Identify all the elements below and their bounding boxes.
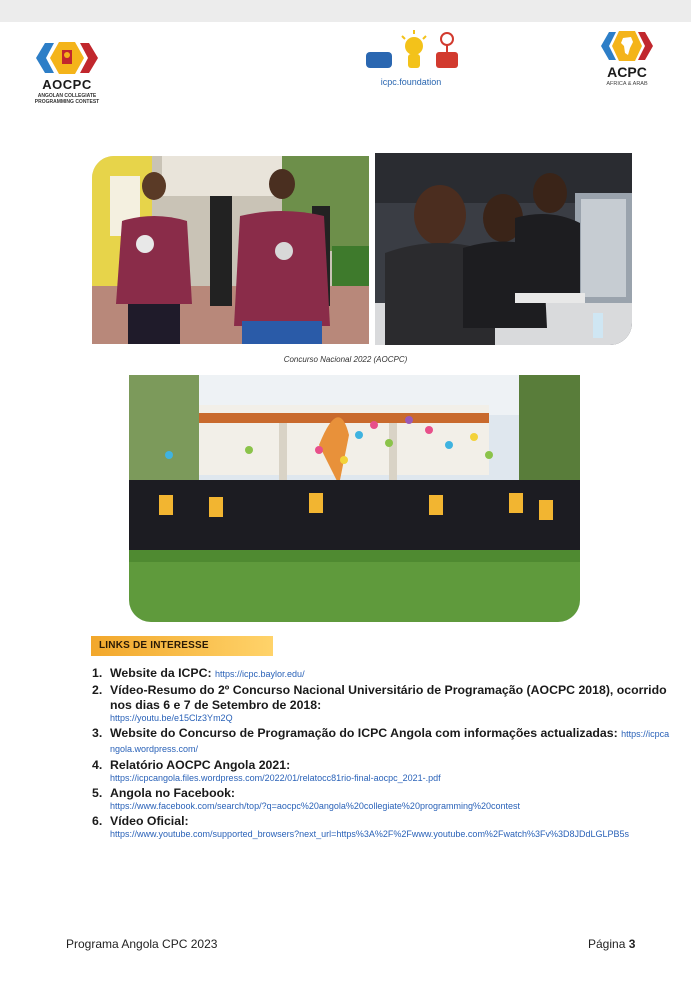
aocpc-logo	[28, 38, 106, 108]
link-label: Vídeo-Resumo do 2º Concurso Nacional Universitário de Programação (AOCPC 2018), ocorrido nos dias 6 e 7 de Setembro de 2018:	[110, 683, 667, 712]
photo-contestants-with-medals	[92, 156, 369, 344]
link-label: Vídeo Oficial:	[110, 814, 189, 828]
icpc-foundation-icon	[362, 28, 462, 74]
links-section-heading: LINKS DE INTERESSE	[91, 636, 273, 656]
photo-contestants-at-computers	[375, 153, 632, 345]
photo-caption: Concurso Nacional 2022 (AOCPC)	[283, 355, 408, 364]
aocpc-logo-name: AOCPC	[42, 77, 92, 92]
link-label: Website da ICPC:	[110, 666, 212, 680]
footer-title: Programa Angola CPC 2023	[66, 937, 218, 951]
list-item	[110, 683, 670, 724]
footer-page-label: Página	[588, 937, 626, 951]
link-label: Relatório AOCPC Angola 2021:	[110, 758, 291, 772]
icpc-foundation-name: icpc.foundation	[380, 77, 442, 87]
links-list	[90, 666, 670, 842]
link-url[interactable]: https://icpcangola.wordpress.com/	[110, 729, 670, 754]
aocpc-emblem-icon	[32, 38, 102, 78]
photo-group-participants	[129, 375, 580, 622]
link-label: Website do Concurso de Programação do ICPC Angola com informações actualizadas:	[110, 726, 618, 740]
acpc-logo	[592, 26, 662, 96]
link-url[interactable]: https://www.facebook.com/search/top/?q=aocpc%20angola%20collegiate%20programming%20contest	[110, 801, 520, 811]
link-url[interactable]: https://icpcangola.files.wordpress.com/2022/01/relatocc81rio-final-aocpc_2021-.pdf	[110, 773, 441, 783]
link-label: Angola no Facebook:	[110, 786, 236, 800]
icpc-foundation-logo	[356, 28, 466, 90]
list-item	[110, 786, 670, 812]
top-band	[0, 0, 691, 22]
footer-page-number	[588, 937, 635, 951]
list-item	[110, 726, 670, 756]
page-number: 3	[628, 937, 636, 951]
list-item	[110, 814, 670, 840]
list-item	[110, 666, 670, 681]
link-url[interactable]: https://youtu.be/e15Clz3Ym2Q	[110, 713, 233, 723]
acpc-logo-subtitle: AFRICA & ARAB	[606, 81, 648, 87]
list-item	[110, 758, 670, 784]
acpc-logo-name: ACPC	[607, 64, 647, 80]
link-url[interactable]: https://icpc.baylor.edu/	[215, 669, 305, 679]
aocpc-logo-subtitle: ANGOLAN COLLEGIATE PROGRAMMING CONTEST	[34, 93, 100, 105]
link-url[interactable]: https://www.youtube.com/supported_browsers?next_url=https%3A%2F%2Fwww.youtube.com%2Fwatch%3Fv%3D8JDdLGLPB5s	[110, 829, 629, 839]
acpc-emblem-icon	[598, 26, 656, 66]
